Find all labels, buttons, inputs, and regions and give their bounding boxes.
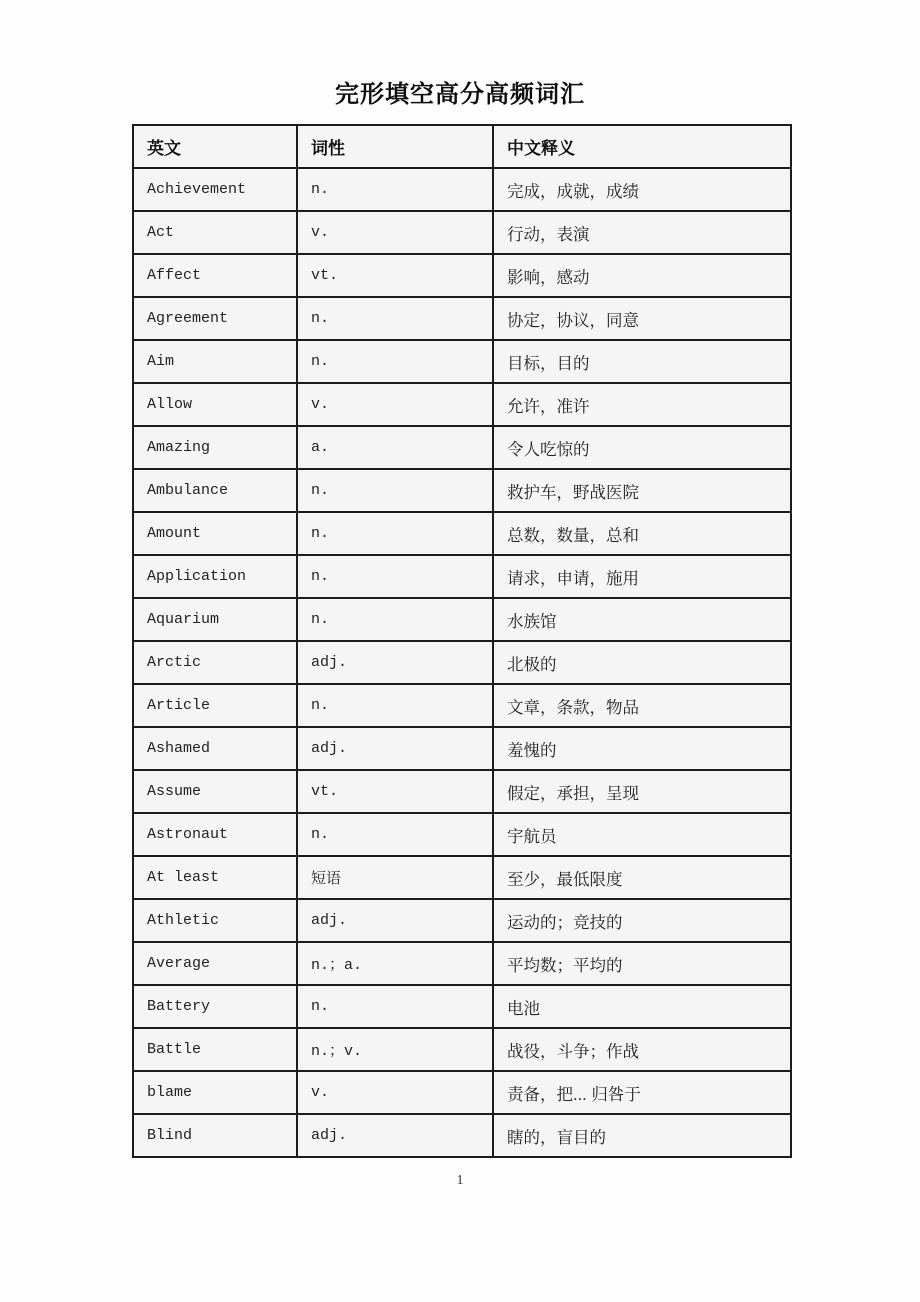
part-of-speech-cell: n.；v. — [297, 1028, 493, 1071]
meaning-cell: 责备，把... 归咎于 — [493, 1071, 791, 1114]
meaning-cell: 令人吃惊的 — [493, 426, 791, 469]
english-word-cell: Application — [133, 555, 297, 598]
page-number: 1 — [456, 1173, 464, 1188]
english-word-cell: Agreement — [133, 297, 297, 340]
part-of-speech-cell: 短语 — [297, 856, 493, 899]
english-word-cell: Blind — [133, 1114, 297, 1157]
part-of-speech-cell: vt. — [297, 770, 493, 813]
table-row — [133, 211, 791, 254]
english-word-cell: Achievement — [133, 168, 297, 211]
part-of-speech-cell: n. — [297, 469, 493, 512]
meaning-cell: 战役，斗争；作战 — [493, 1028, 791, 1071]
part-of-speech-cell: n. — [297, 297, 493, 340]
meaning-cell: 文章，条款，物品 — [493, 684, 791, 727]
part-of-speech-cell: vt. — [297, 254, 493, 297]
part-of-speech-cell: adj. — [297, 1114, 493, 1157]
part-of-speech-cell: n. — [297, 813, 493, 856]
table-row — [133, 942, 791, 985]
meaning-cell: 平均数；平均的 — [493, 942, 791, 985]
vocab-table — [132, 124, 792, 1158]
english-word-cell: Ambulance — [133, 469, 297, 512]
table-row — [133, 168, 791, 211]
table-row — [133, 856, 791, 899]
english-word-cell: Arctic — [133, 641, 297, 684]
part-of-speech-cell: n. — [297, 340, 493, 383]
table-row — [133, 555, 791, 598]
english-word-cell: Affect — [133, 254, 297, 297]
header-meaning: 中文释义 — [493, 125, 791, 168]
part-of-speech-cell: adj. — [297, 641, 493, 684]
meaning-cell: 行动，表演 — [493, 211, 791, 254]
english-word-cell: Athletic — [133, 899, 297, 942]
table-row — [133, 1071, 791, 1114]
vocab-table-body — [133, 168, 791, 1157]
table-row — [133, 340, 791, 383]
english-word-cell: Aquarium — [133, 598, 297, 641]
table-row — [133, 598, 791, 641]
table-row — [133, 512, 791, 555]
english-word-cell: Amount — [133, 512, 297, 555]
meaning-cell: 假定，承担，呈现 — [493, 770, 791, 813]
page-title: 完形填空高分高频词汇 — [335, 81, 585, 108]
table-row — [133, 383, 791, 426]
table-row — [133, 985, 791, 1028]
part-of-speech-cell: v. — [297, 211, 493, 254]
table-header-row — [133, 125, 791, 168]
table-row — [133, 899, 791, 942]
part-of-speech-cell: n. — [297, 598, 493, 641]
english-word-cell: Assume — [133, 770, 297, 813]
meaning-cell: 总数，数量，总和 — [493, 512, 791, 555]
part-of-speech-cell: a. — [297, 426, 493, 469]
table-row — [133, 641, 791, 684]
english-word-cell: Article — [133, 684, 297, 727]
table-row — [133, 297, 791, 340]
english-word-cell: At least — [133, 856, 297, 899]
meaning-cell: 水族馆 — [493, 598, 791, 641]
header-english: 英文 — [133, 125, 297, 168]
meaning-cell: 救护车，野战医院 — [493, 469, 791, 512]
meaning-cell: 瞎的，盲目的 — [493, 1114, 791, 1157]
table-row — [133, 770, 791, 813]
meaning-cell: 北极的 — [493, 641, 791, 684]
meaning-cell: 羞愧的 — [493, 727, 791, 770]
english-word-cell: Aim — [133, 340, 297, 383]
meaning-cell: 电池 — [493, 985, 791, 1028]
meaning-cell: 运动的；竞技的 — [493, 899, 791, 942]
english-word-cell: blame — [133, 1071, 297, 1114]
part-of-speech-cell: n. — [297, 684, 493, 727]
meaning-cell: 完成，成就，成绩 — [493, 168, 791, 211]
part-of-speech-cell: adj. — [297, 899, 493, 942]
part-of-speech-cell: n. — [297, 512, 493, 555]
part-of-speech-cell: v. — [297, 383, 493, 426]
meaning-cell: 至少，最低限度 — [493, 856, 791, 899]
part-of-speech-cell: adj. — [297, 727, 493, 770]
meaning-cell: 允许，准许 — [493, 383, 791, 426]
english-word-cell: Battle — [133, 1028, 297, 1071]
meaning-cell: 请求，申请，施用 — [493, 555, 791, 598]
english-word-cell: Act — [133, 211, 297, 254]
table-row — [133, 426, 791, 469]
table-row — [133, 469, 791, 512]
english-word-cell: Battery — [133, 985, 297, 1028]
part-of-speech-cell: n. — [297, 168, 493, 211]
table-row — [133, 254, 791, 297]
table-row — [133, 1114, 791, 1157]
meaning-cell: 影响，感动 — [493, 254, 791, 297]
table-row — [133, 1028, 791, 1071]
english-word-cell: Ashamed — [133, 727, 297, 770]
meaning-cell: 宇航员 — [493, 813, 791, 856]
meaning-cell: 协定，协议，同意 — [493, 297, 791, 340]
part-of-speech-cell: n. — [297, 555, 493, 598]
table-row — [133, 813, 791, 856]
part-of-speech-cell: v. — [297, 1071, 493, 1114]
header-part-of-speech: 词性 — [297, 125, 493, 168]
english-word-cell: Average — [133, 942, 297, 985]
meaning-cell: 目标，目的 — [493, 340, 791, 383]
table-row — [133, 727, 791, 770]
english-word-cell: Amazing — [133, 426, 297, 469]
part-of-speech-cell: n. — [297, 985, 493, 1028]
table-row — [133, 684, 791, 727]
english-word-cell: Allow — [133, 383, 297, 426]
part-of-speech-cell: n.；a. — [297, 942, 493, 985]
english-word-cell: Astronaut — [133, 813, 297, 856]
